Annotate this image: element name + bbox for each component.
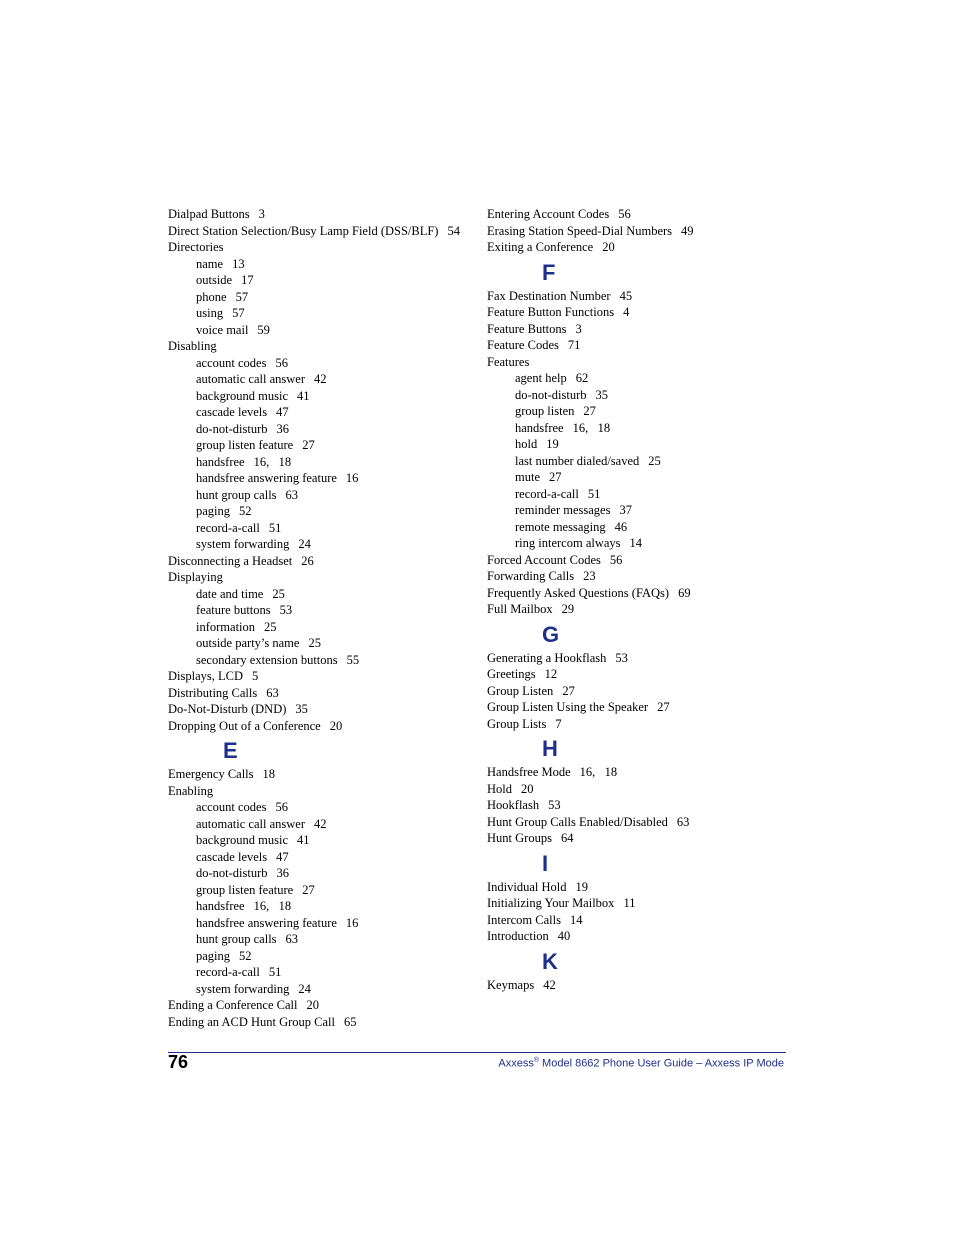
- index-page-ref[interactable]: 11: [623, 896, 636, 910]
- index-entry: [168, 338, 468, 355]
- index-page-ref[interactable]: 20: [521, 781, 534, 796]
- section-letter: K: [542, 948, 558, 974]
- index-page-ref[interactable]: 41: [297, 833, 310, 847]
- index-entry: [168, 766, 468, 783]
- index-page-ref[interactable]: 16, 18: [572, 420, 611, 435]
- index-page-ref[interactable]: 46: [614, 519, 628, 534]
- index-entry: [487, 304, 787, 321]
- index-term: Individual Hold: [487, 879, 567, 894]
- index-term: Forwarding Calls: [487, 569, 575, 583]
- index-term: Feature Buttons: [487, 321, 567, 336]
- index-subentry: [168, 619, 468, 636]
- index-term: paging: [196, 504, 231, 518]
- index-entry: [168, 701, 468, 718]
- index-subentry: [168, 322, 468, 339]
- index-term: Emergency Calls: [168, 767, 254, 781]
- index-page-ref[interactable]: 20: [306, 998, 319, 1012]
- index-subentry: [168, 421, 468, 438]
- index-subentry: [168, 355, 468, 372]
- index-page-ref[interactable]: 25: [648, 453, 661, 468]
- index-entry: [487, 288, 787, 305]
- index-term: name: [196, 256, 224, 271]
- index-entry: [487, 683, 787, 700]
- index-entry: [487, 568, 787, 585]
- index-subentry: [168, 652, 468, 669]
- index-entry: [487, 699, 787, 716]
- index-page-ref[interactable]: 14: [629, 536, 643, 550]
- index-term: Introduction: [487, 929, 549, 943]
- index-entry: [487, 354, 787, 371]
- index-page-ref[interactable]: 24: [298, 537, 311, 551]
- index-page-ref[interactable]: 42: [543, 977, 556, 992]
- index-subentry: [168, 849, 468, 866]
- index-term: Group Listen: [487, 683, 554, 698]
- index-subentry: [168, 256, 468, 273]
- index-subentry: [168, 305, 468, 322]
- index-entry: [487, 239, 787, 256]
- index-page-ref[interactable]: 65: [344, 1014, 357, 1029]
- index-page-ref[interactable]: 51: [268, 520, 282, 535]
- index-page-ref[interactable]: 52: [239, 504, 252, 518]
- index-subentry: [168, 602, 468, 619]
- index-page-ref[interactable]: 27: [302, 438, 315, 452]
- index-page-ref[interactable]: 25: [272, 586, 285, 601]
- index-term: group listen feature: [196, 438, 294, 452]
- index-page-ref[interactable]: 25: [308, 636, 321, 650]
- index-page-ref[interactable]: 71: [567, 338, 581, 352]
- index-page-ref[interactable]: 27: [657, 700, 670, 714]
- index-entry: [168, 239, 468, 256]
- index-term: Initializing Your Mailbox: [487, 896, 615, 910]
- index-term: cascade levels: [196, 405, 268, 419]
- index-subentry: [168, 586, 468, 603]
- index-page-ref[interactable]: 12: [544, 667, 558, 681]
- index-entry: [168, 997, 468, 1014]
- index-page-ref[interactable]: 56: [275, 800, 288, 814]
- index-subentry: [168, 437, 468, 454]
- index-term: handsfree: [196, 899, 245, 913]
- index-term: Ending an ACD Hunt Group Call: [168, 1014, 336, 1029]
- index-term: Intercom Calls: [487, 912, 561, 927]
- index-page-ref[interactable]: 27: [583, 404, 596, 418]
- index-term: paging: [196, 948, 231, 963]
- index-page-ref[interactable]: 16: [345, 915, 359, 930]
- index-term: Generating a Hookflash: [487, 650, 607, 665]
- index-page-ref[interactable]: 16: [345, 471, 359, 485]
- footer-brand: Axxess: [498, 1057, 534, 1070]
- index-entry: [487, 977, 787, 994]
- index-page-ref[interactable]: 49: [681, 223, 694, 238]
- section-letter: H: [542, 736, 558, 761]
- index-term: Group Listen Using the Speaker: [487, 700, 649, 714]
- index-subentry: [168, 832, 468, 849]
- index-term: reminder messages: [515, 503, 611, 517]
- index-entry: [487, 601, 787, 618]
- section-letter: I: [542, 850, 549, 876]
- index-subentry: [168, 388, 468, 405]
- index-page-ref[interactable]: 57: [232, 306, 245, 320]
- index-term: hold: [515, 437, 538, 451]
- index-term: ring intercom always: [515, 536, 621, 550]
- index-subentry: [168, 898, 468, 915]
- index-entry: [168, 553, 468, 570]
- index-term: Disconnecting a Headset: [168, 553, 293, 568]
- index-subentry: [168, 981, 468, 998]
- index-subentry: [487, 370, 787, 387]
- index-column-left: [168, 206, 468, 1030]
- index-page-ref[interactable]: 36: [276, 866, 290, 880]
- index-page-ref[interactable]: 35: [295, 702, 308, 716]
- index-subentry: [168, 964, 468, 981]
- index-term: cascade levels: [196, 849, 268, 864]
- index-page-ref[interactable]: 27: [562, 683, 575, 698]
- index-page-ref[interactable]: 24: [298, 981, 311, 996]
- index-subentry: [168, 882, 468, 899]
- index-term: group listen: [515, 404, 575, 418]
- index-page-ref[interactable]: 59: [257, 322, 270, 337]
- index-entry: [487, 781, 787, 798]
- index-subentry: [168, 799, 468, 816]
- index-entry: [487, 879, 787, 896]
- index-term: Dialpad Buttons: [168, 207, 250, 221]
- index-term: automatic call answer: [196, 816, 305, 831]
- index-page-ref[interactable]: 51: [268, 965, 282, 979]
- page-number: 76: [168, 1052, 189, 1072]
- index-term: Dropping Out of a Conference: [168, 718, 321, 733]
- index-term: Hunt Groups: [487, 831, 552, 845]
- index-subentry: [487, 387, 787, 404]
- index-page-ref[interactable]: 16, 18: [579, 765, 618, 779]
- index-page-ref[interactable]: 18: [262, 767, 276, 781]
- index-term: Frequently Asked Questions (FAQs): [487, 585, 670, 600]
- index-page-ref[interactable]: 63: [266, 685, 279, 700]
- index-term: handsfree: [196, 454, 245, 469]
- index-page-ref[interactable]: 16, 18: [253, 899, 292, 913]
- index-term: hunt group calls: [196, 487, 277, 502]
- index-term: handsfree answering feature: [196, 471, 337, 485]
- index-entry: [487, 321, 787, 338]
- index-entry: [168, 685, 468, 702]
- index-page-ref[interactable]: 57: [235, 289, 249, 304]
- index-page-ref[interactable]: 54: [447, 223, 460, 238]
- index-page-ref[interactable]: 7: [555, 716, 562, 731]
- index-term: Feature Button Functions: [487, 305, 615, 319]
- index-term: secondary extension buttons: [196, 652, 338, 667]
- index-entry: [487, 650, 787, 667]
- index-term: Fax Destination Number: [487, 288, 611, 303]
- index-term: handsfree: [515, 420, 564, 435]
- index-term: date and time: [196, 586, 264, 601]
- index-entry: [168, 1014, 468, 1031]
- index-page-ref[interactable]: 56: [275, 355, 288, 370]
- index-term: voice mail: [196, 322, 249, 337]
- index-page-ref[interactable]: 35: [595, 387, 609, 402]
- index-subentry: [168, 816, 468, 833]
- index-term: record-a-call: [196, 965, 260, 979]
- index-entry: [487, 552, 787, 569]
- index-subentry: [487, 486, 787, 503]
- index-subentry: [487, 436, 787, 453]
- index-page-ref[interactable]: 3: [258, 207, 265, 221]
- index-term: Features: [487, 354, 530, 369]
- index-term: hunt group calls: [196, 932, 277, 946]
- index-term: Directories: [168, 240, 224, 254]
- index-term: system forwarding: [196, 981, 290, 996]
- index-entry: [487, 830, 787, 847]
- index-page-ref[interactable]: 51: [587, 486, 601, 501]
- index-subentry: [168, 931, 468, 948]
- index-term: last number dialed/saved: [515, 453, 640, 468]
- index-page-ref[interactable]: 47: [276, 405, 289, 419]
- footer-title-rest: Model 8662 Phone User Guide – Axxess IP Mode: [539, 1057, 784, 1070]
- index-subentry: [487, 453, 787, 470]
- index-entry: [487, 206, 787, 223]
- index-subentry: [168, 948, 468, 965]
- index-term: Disabling: [168, 339, 217, 353]
- index-page-ref[interactable]: 13: [232, 256, 245, 271]
- index-term: agent help: [515, 371, 567, 385]
- index-page-ref[interactable]: 42: [313, 816, 327, 831]
- index-entry: [168, 569, 468, 586]
- index-subentry: [168, 289, 468, 306]
- index-page-ref[interactable]: 27: [302, 882, 315, 897]
- index-page-ref[interactable]: 20: [329, 718, 343, 733]
- index-entry: [487, 912, 787, 929]
- index-term: Forced Account Codes: [487, 552, 601, 567]
- index-subentry: [168, 865, 468, 882]
- index-subentry: [168, 470, 468, 487]
- index-subentry: [168, 635, 468, 652]
- index-term: background music: [196, 388, 288, 403]
- index-page-ref[interactable]: 56: [609, 552, 623, 567]
- index-page-ref[interactable]: 53: [615, 650, 628, 665]
- index-page-ref[interactable]: 27: [549, 470, 562, 484]
- index-subentry: [168, 520, 468, 537]
- index-entry: [487, 797, 787, 814]
- index-subentry: [487, 403, 787, 420]
- index-term: system forwarding: [196, 537, 290, 551]
- index-subentry: [487, 502, 787, 519]
- index-column-right: [487, 206, 787, 993]
- index-page-ref[interactable]: 41: [297, 388, 310, 403]
- index-entry: [487, 716, 787, 733]
- index-page-ref[interactable]: 53: [548, 798, 561, 812]
- index-subentry: [168, 454, 468, 471]
- index-page-ref[interactable]: 62: [575, 371, 589, 385]
- index-term: outside party’s name: [196, 636, 300, 650]
- index-page-ref[interactable]: 63: [285, 487, 299, 502]
- index-page-ref[interactable]: 37: [619, 503, 632, 517]
- index-term: record-a-call: [196, 520, 260, 535]
- index-term: outside: [196, 273, 233, 287]
- index-page-ref[interactable]: 55: [346, 652, 360, 667]
- index-page-ref[interactable]: 20: [602, 240, 615, 254]
- index-page-ref[interactable]: 53: [279, 603, 293, 617]
- index-term: Distributing Calls: [168, 685, 258, 700]
- index-page-ref[interactable]: 63: [285, 932, 299, 946]
- index-term: Greetings: [487, 667, 536, 681]
- index-term: feature buttons: [196, 603, 271, 617]
- index-term: mute: [515, 470, 540, 484]
- index-entry: [487, 764, 787, 781]
- index-term: Hunt Group Calls Enabled/Disabled: [487, 814, 668, 829]
- index-page-ref[interactable]: 3: [575, 321, 582, 336]
- section-letter: G: [542, 621, 560, 647]
- index-term: Hold: [487, 781, 512, 796]
- index-term: information: [196, 619, 256, 634]
- index-subentry: [487, 420, 787, 437]
- index-term: group listen feature: [196, 882, 294, 897]
- index-term: do-not-disturb: [196, 866, 268, 880]
- index-term: background music: [196, 833, 288, 847]
- index-page-ref[interactable]: 4: [623, 305, 630, 319]
- index-term: phone: [196, 289, 227, 304]
- index-term: do-not-disturb: [196, 421, 268, 436]
- index-page-ref[interactable]: 69: [678, 585, 691, 600]
- index-subentry: [168, 371, 468, 388]
- section-letter: E: [223, 738, 238, 763]
- index-page-ref[interactable]: 23: [583, 569, 596, 583]
- index-page-ref[interactable]: 17: [241, 273, 254, 287]
- index-entry: [487, 337, 787, 354]
- index-page-ref[interactable]: 25: [264, 619, 277, 634]
- index-subentry: [487, 535, 787, 552]
- index-term: Handsfree Mode: [487, 765, 571, 779]
- index-entry: [487, 585, 787, 602]
- footer-title: [498, 1054, 784, 1071]
- index-term: Entering Account Codes: [487, 207, 610, 221]
- index-term: Keymaps: [487, 977, 535, 992]
- index-entry: [168, 783, 468, 800]
- index-subentry: [168, 915, 468, 932]
- index-term: Erasing Station Speed-Dial Numbers: [487, 223, 673, 238]
- index-subentry: [168, 503, 468, 520]
- index-term: using: [196, 306, 224, 320]
- index-page-ref[interactable]: 26: [301, 553, 314, 568]
- index-page-ref[interactable]: 14: [569, 912, 583, 927]
- index-term: account codes: [196, 355, 267, 370]
- index-page-ref[interactable]: 47: [276, 849, 289, 864]
- index-term: Group Lists: [487, 716, 547, 731]
- index-subentry: [168, 536, 468, 553]
- index-term: do-not-disturb: [515, 387, 587, 402]
- index-page-ref[interactable]: 19: [575, 879, 589, 894]
- index-term: Exiting a Conference: [487, 240, 594, 254]
- index-term: remote messaging: [515, 519, 606, 534]
- index-term: Direct Station Selection/Busy Lamp Field (DSS/BLF): [168, 223, 439, 238]
- index-term: Feature Codes: [487, 338, 559, 352]
- footer-divider: [168, 1052, 786, 1053]
- index-page-ref[interactable]: 63: [676, 814, 690, 829]
- index-term: Hookflash: [487, 798, 540, 812]
- index-page-ref[interactable]: 29: [561, 602, 575, 616]
- index-page-ref[interactable]: 64: [560, 831, 574, 845]
- index-term: handsfree answering feature: [196, 915, 337, 930]
- index-term: record-a-call: [515, 486, 579, 501]
- section-letter: F: [542, 259, 556, 285]
- index-page-ref[interactable]: 42: [313, 372, 327, 386]
- index-term: Do-Not-Disturb (DND): [168, 702, 287, 716]
- index-page-ref[interactable]: 52: [239, 948, 252, 963]
- index-term: Displaying: [168, 570, 223, 584]
- registered-mark: ®: [533, 1057, 539, 1064]
- index-term: Enabling: [168, 783, 214, 798]
- index-entry: [168, 223, 468, 240]
- index-page-ref[interactable]: 5: [252, 669, 259, 683]
- index-subentry: [487, 469, 787, 486]
- index-term: Ending a Conference Call: [168, 998, 298, 1012]
- index-subentry: [168, 272, 468, 289]
- index-term: automatic call answer: [196, 372, 305, 386]
- index-entry: [168, 718, 468, 735]
- index-subentry: [168, 487, 468, 504]
- index-entry: [487, 814, 787, 831]
- index-term: account codes: [196, 800, 267, 814]
- index-page-ref[interactable]: 16, 18: [253, 454, 292, 469]
- index-entry: [168, 206, 468, 223]
- index-page-ref[interactable]: 19: [546, 437, 559, 451]
- index-entry: [487, 223, 787, 240]
- index-entry: [168, 668, 468, 685]
- index-entry: [487, 895, 787, 912]
- index-subentry: [487, 519, 787, 536]
- index-page-ref[interactable]: 36: [276, 421, 290, 436]
- index-entry: [487, 666, 787, 683]
- index-entry: [487, 928, 787, 945]
- index-subentry: [168, 404, 468, 421]
- index-page-ref[interactable]: 45: [619, 288, 633, 303]
- index-page-ref[interactable]: 40: [557, 929, 571, 943]
- index-page-ref[interactable]: 56: [618, 207, 631, 221]
- index-term: Full Mailbox: [487, 602, 553, 616]
- index-term: Displays, LCD: [168, 669, 243, 683]
